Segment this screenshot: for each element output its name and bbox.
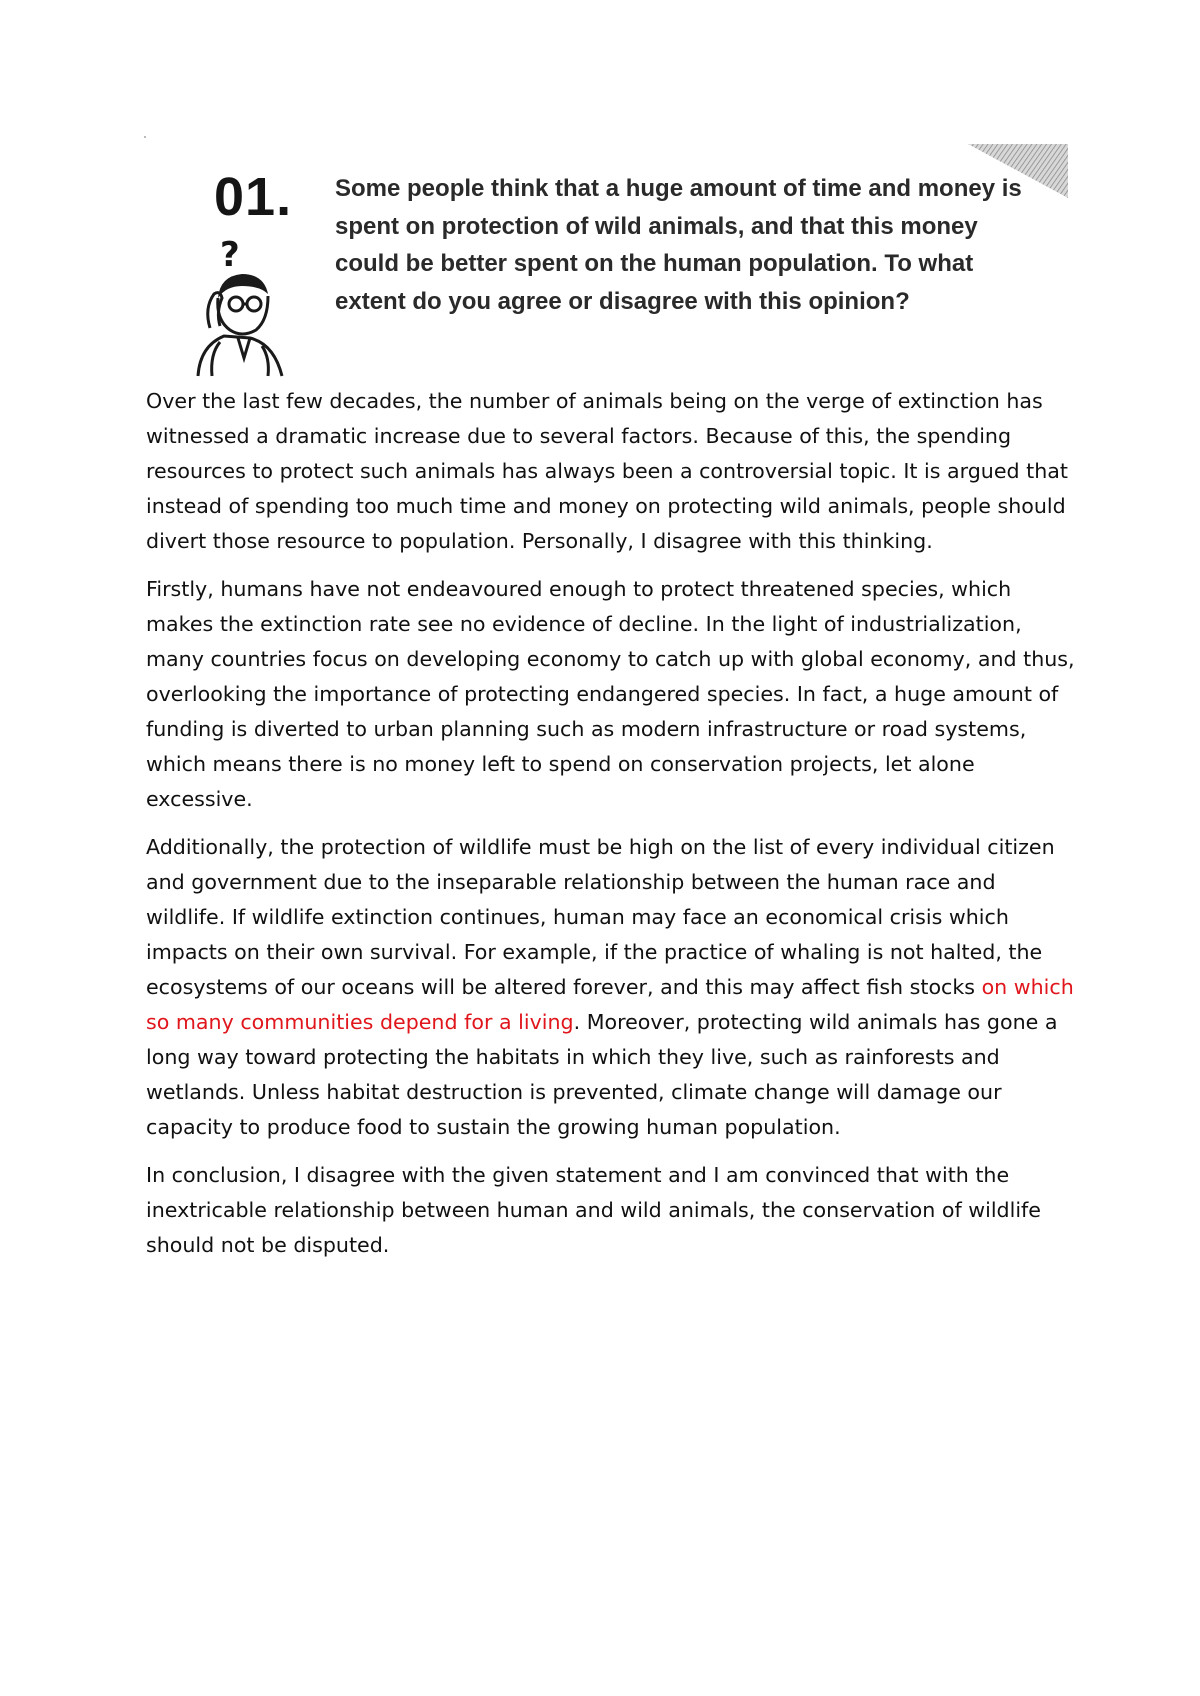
highlighted-phrase: on which so many communities depend for a living	[146, 975, 1074, 1034]
scan-corner-icon	[968, 144, 1068, 204]
essay-paragraph-conclusion: In conclusion, I disagree with the given statement and I am convinced that with the inextricable relationship between human and wild animals, the conservation of wildlife should not be disputed.	[146, 1163, 1041, 1257]
essay-paragraph-intro: Over the last few decades, the number of animals being on the verge of extinction has witnessed a dramatic increase due to several factors. Because of this, the spending resources to protect such animals has always been a controversial topic. It is argued that instead of spending too much time and money on protecting wild animals, people should divert those resource to population. Personally, I disagree with this thinking.	[146, 389, 1068, 553]
essay-paragraph-body-1: Firstly, humans have not endeavoured enough to protect threatened species, which makes the extinction rate see no evidence of decline. In the light of industrialization, many countries focus on developing economy to catch up with global economy, and thus, overlooking the importance of protecting endangered species. In fact, a huge amount of funding is diverted to urban planning such as modern infrastructure or road systems, which means there is no money left to spend on conservation projects, let alone excessive.	[146, 577, 1075, 811]
thinking-man-icon	[190, 268, 290, 378]
question-mark-icon: ?	[220, 235, 240, 275]
paragraph-text-after: . Moreover, protecting wild animals has gone a long way toward protecting the habitats in which they live, such as rainforests and wetlands. Unless habitat destruction is prevented, climate change will damage our capacity to produce food to sustain the growing human population.	[146, 1010, 1058, 1139]
question-number: 01.	[214, 167, 293, 227]
question-header	[188, 140, 1068, 385]
question-prompt: Some people think that a huge amount of time and money is spent on protection of wild animals, and that this money could be better spent on the human population. To what extent do you agree or disagree with this opinion?	[335, 175, 1022, 315]
essay-paragraph-body-2	[146, 830, 1076, 1145]
scan-speck	[144, 136, 146, 138]
essay-body	[146, 384, 1076, 1276]
paragraph-text-before: Additionally, the protection of wildlife must be high on the list of every individual citizen and government due to the inseparable relationship between the human race and wildlife. If wildlife extinction continues, human may face an economical crisis which impacts on their own survival. For example, if the practice of whaling is not halted, the ecosystems of our oceans will be altered forever, and this may affect fish stocks	[146, 835, 1055, 999]
